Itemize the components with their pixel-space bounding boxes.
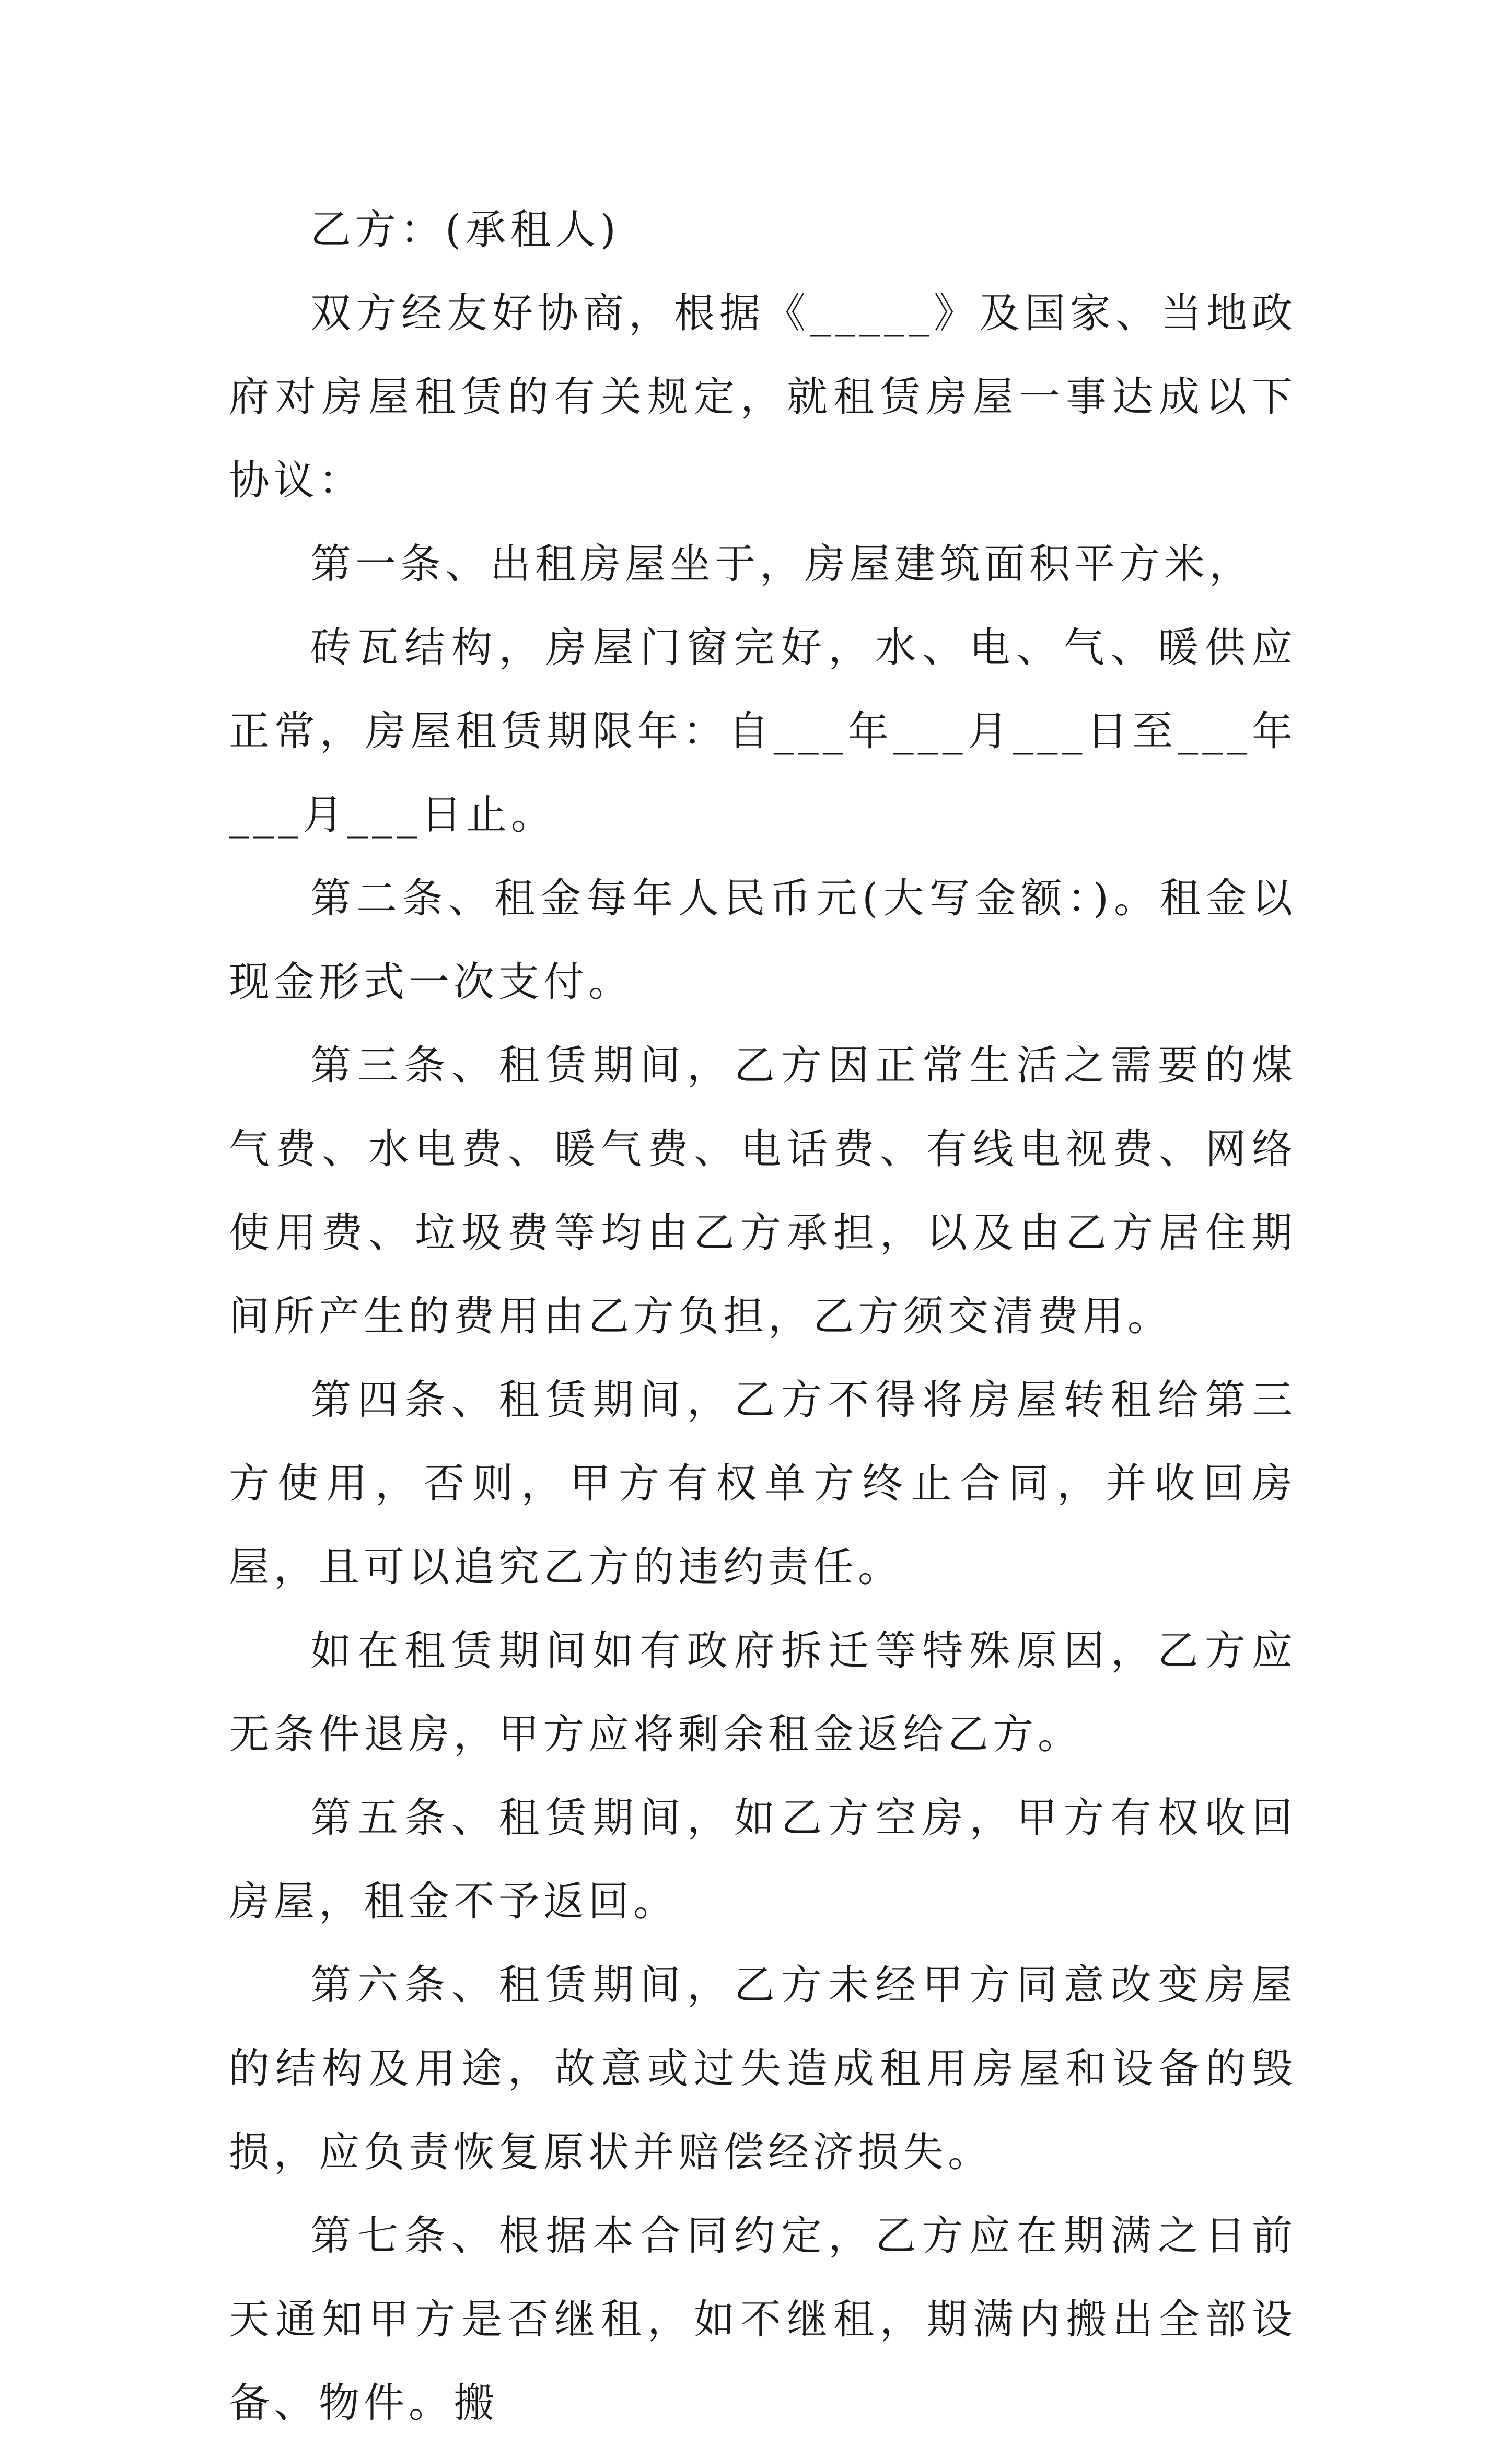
paragraph-article-2: 第二条、租金每年人民币元(大写金额：)。租金以现金形式一次支付。 xyxy=(229,875,1297,1006)
document-body xyxy=(229,188,1297,2445)
paragraph-party-b: 乙方：(承租人) xyxy=(310,206,620,253)
paragraph-article-4: 第四条、租赁期间，乙方不得将房屋转租给第三方使用，否则，甲方有权单方终止合同，并收回房屋，且可以追究乙方的违约责任。 xyxy=(229,1377,1297,1591)
paragraph-article-1-structure: 砖瓦结构，房屋门窗完好，水、电、气、暖供应正常，房屋租赁期限年：自___年___月___日至___年___月___日止。 xyxy=(229,624,1297,839)
paragraph-preamble: 双方经友好协商，根据《_____》及国家、当地政府对房屋租赁的有关规定，就租赁房屋一事达成以下协议： xyxy=(229,290,1297,504)
paragraph-article-5: 第五条、租赁期间，如乙方空房，甲方有权收回房屋，租金不予返回。 xyxy=(229,1795,1297,1925)
paragraph-article-1: 第一条、出租房屋坐于，房屋建筑面积平方米， xyxy=(310,541,1254,588)
paragraph-article-7: 第七条、根据本合同约定，乙方应在期满之日前天通知甲方是否继租，如不继租，期满内搬出全部设备、物件。搬 xyxy=(229,2213,1297,2427)
paragraph-article-3: 第三条、租赁期间，乙方因正常生活之需要的煤气费、水电费、暖气费、电话费、有线电视费、网络使用费、垃圾费等均由乙方承担，以及由乙方居住期间所产生的费用由乙方负担，乙方须交清费用。 xyxy=(229,1042,1297,1340)
paragraph-demolition: 如在租赁期间如有政府拆迁等特殊原因，乙方应无条件退房，甲方应将剩余租金返给乙方。 xyxy=(229,1627,1297,1758)
paragraph-article-6: 第六条、租赁期间，乙方未经甲方同意改变房屋的结构及用途，故意或过失造成租用房屋和设备的毁损，应负责恢复原状并赔偿经济损失。 xyxy=(229,1962,1297,2176)
